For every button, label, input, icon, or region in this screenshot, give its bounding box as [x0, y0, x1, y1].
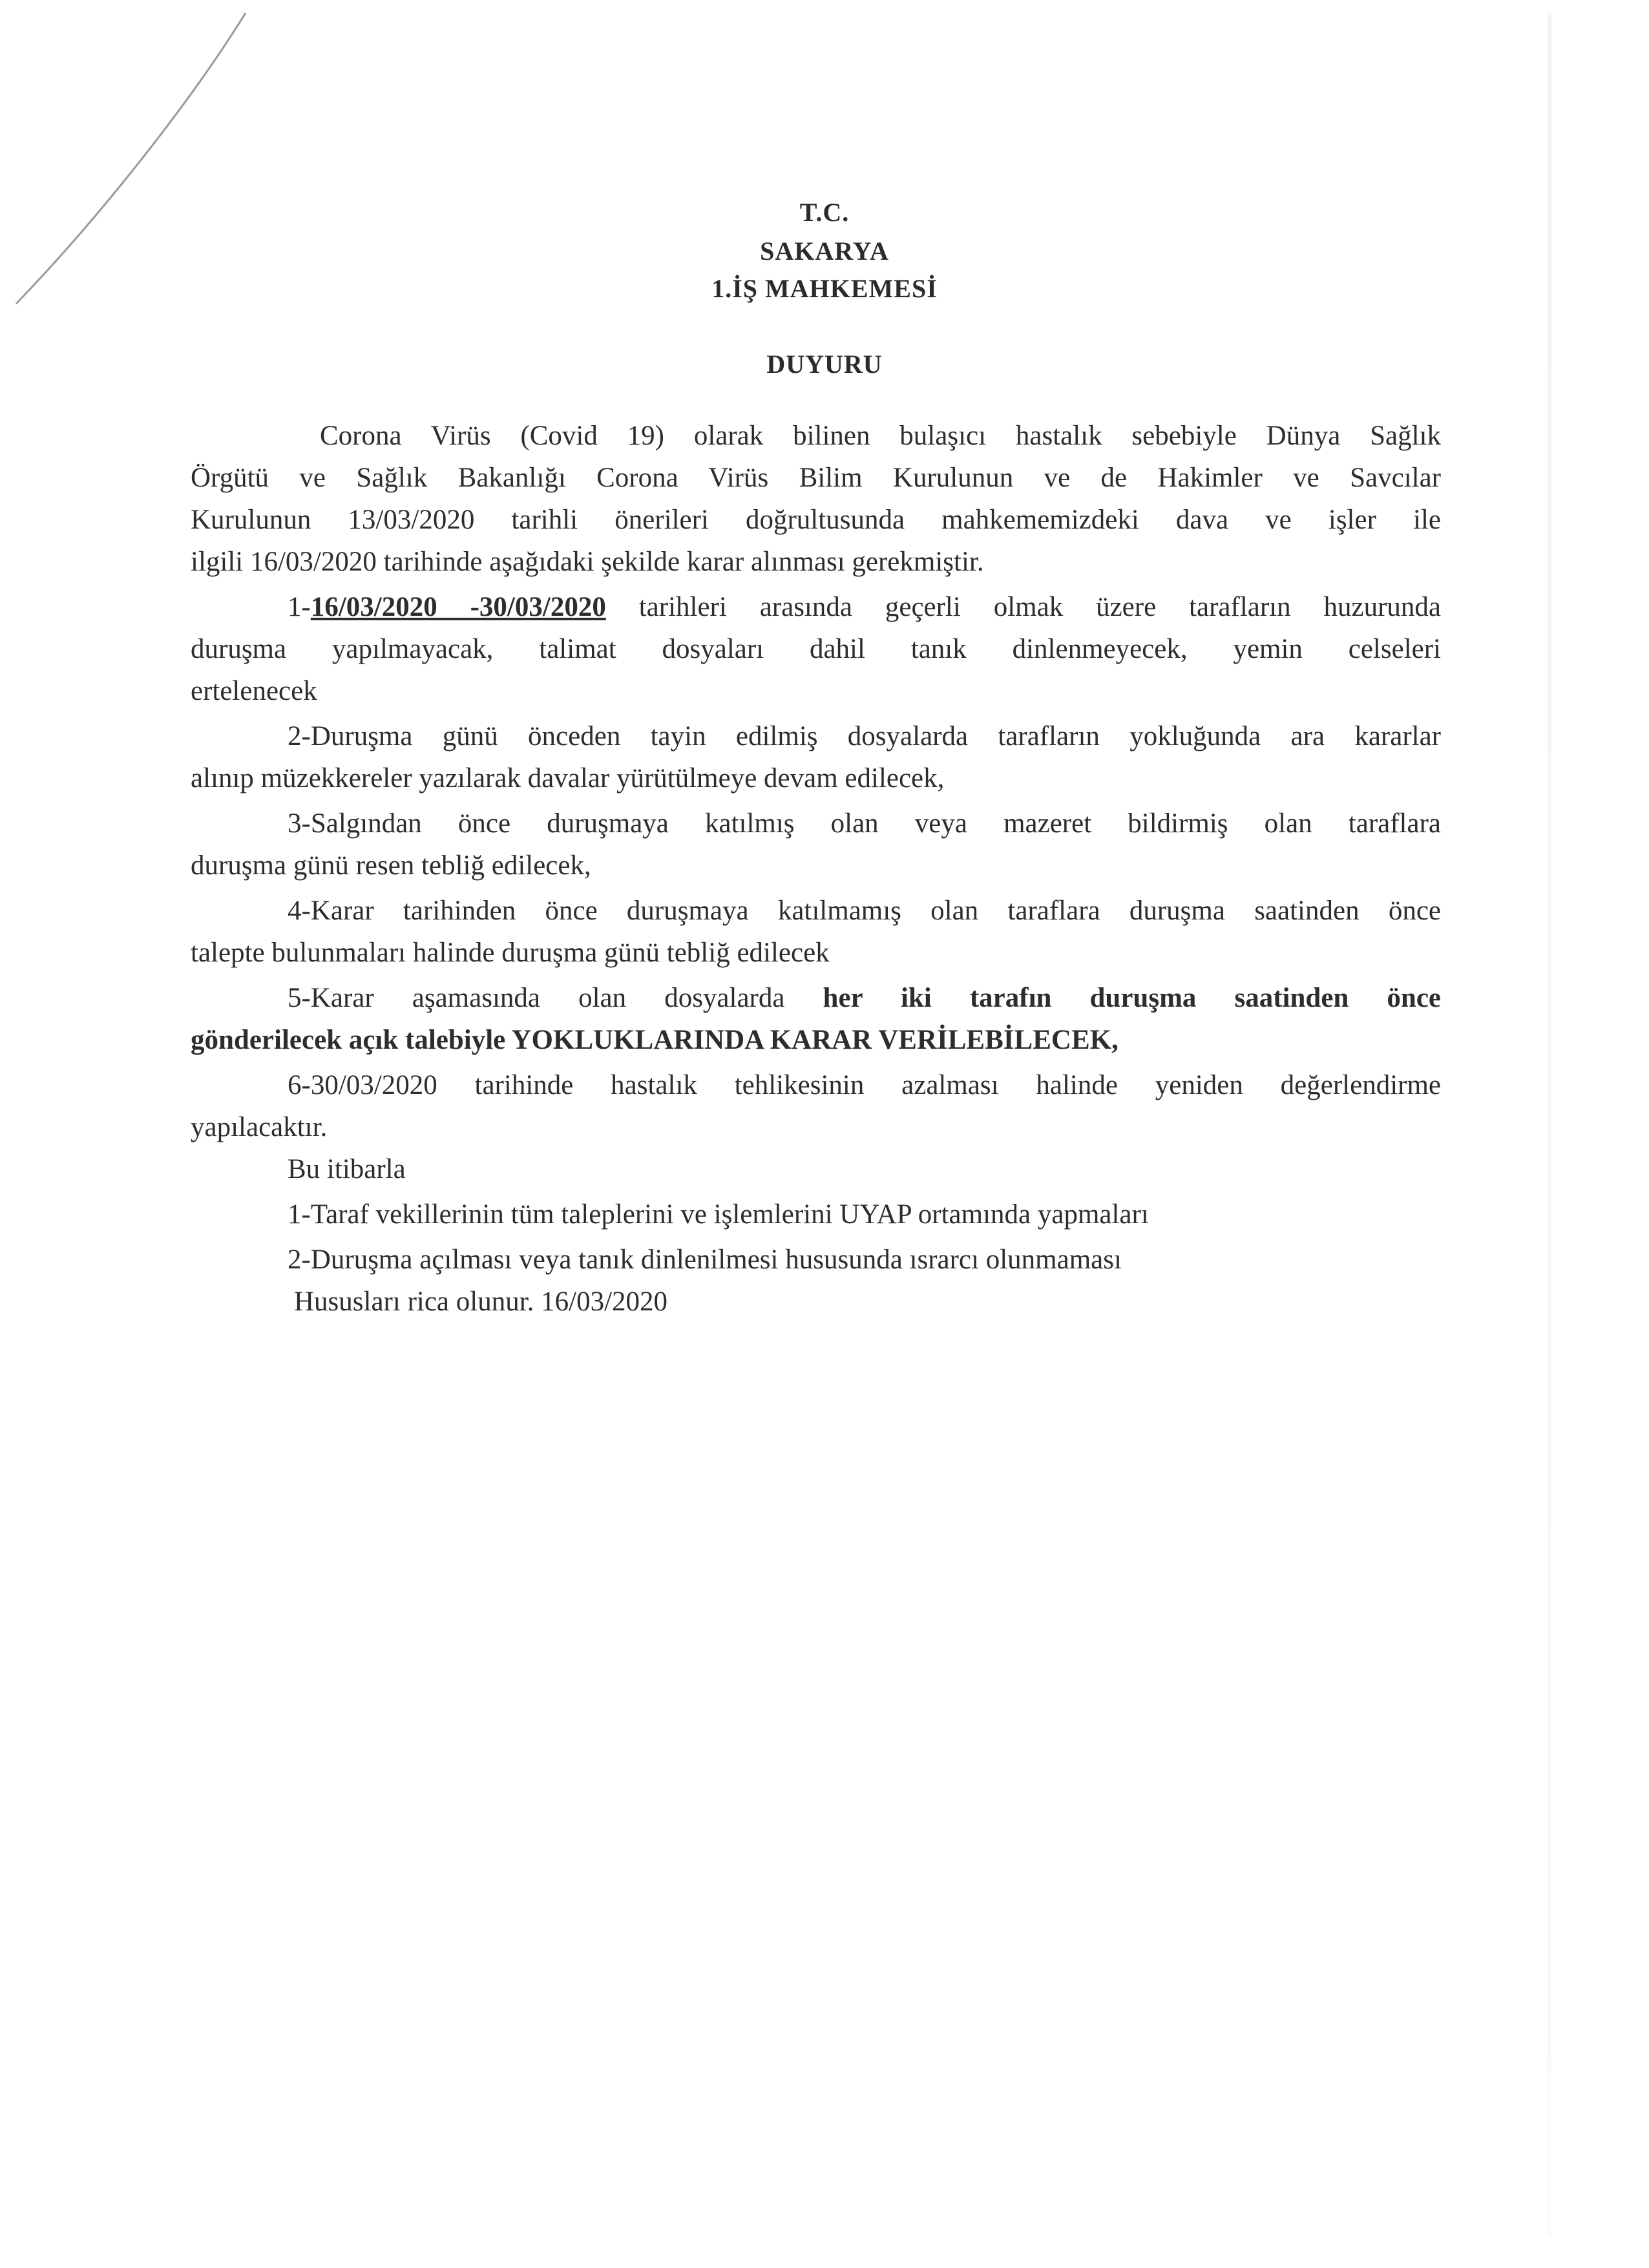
intro-line-2: Örgütü ve Sağlık Bakanlığı Corona Virüs Bilim Kurulunun ve de Hakimler ve Savcılar	[191, 463, 1441, 493]
item-1-prefix: 1-	[288, 592, 311, 622]
item-1-line-3: ertelenecek	[191, 676, 317, 706]
item-4-line-2: talepte bulunmaları halinde duruşma günü tebliğ edilecek	[191, 938, 830, 968]
item-3-line-2: duruşma günü resen tebliğ edilecek,	[191, 850, 591, 881]
item-3-line-1: 3-Salgından önce duruşmaya katılmış olan veya mazeret bildirmiş olan taraflara	[288, 808, 1441, 839]
item-5-line-2: gönderilecek açık talebiyle YOKLUKLARINDA KARAR VERİLEBİLECEK,	[191, 1025, 1119, 1055]
header-country: T.C.	[799, 198, 850, 227]
item-2-line-1: 2-Duruşma günü önceden tayin edilmiş dosyalarda tarafların yokluğunda ara kararlar	[288, 721, 1441, 751]
item-6-line-2: yapılacaktır.	[191, 1112, 328, 1142]
intro-line-3: Kurulunun 13/03/2020 tarihli önerileri doğrultusunda mahkememizdeki dava ve işler ile	[191, 505, 1441, 535]
closing-intro: Bu itibarla	[288, 1154, 406, 1184]
document-title: DUYURU	[766, 350, 883, 379]
item-4-line-1: 4-Karar tarihinden önce duruşmaya katılmamış olan taraflara duruşma saatinden önce	[288, 896, 1441, 926]
item-5-bold-1: her iki tarafın duruşma saatinden önce	[823, 983, 1441, 1013]
header-city: SAKARYA	[760, 236, 889, 266]
item-2-line-2: alınıp müzekkereler yazılarak davalar yürütülmeye devam edilecek,	[191, 763, 945, 793]
header-court: 1.İŞ MAHKEMESİ	[711, 274, 938, 303]
item-1-dates: 16/03/2020 -30/03/2020	[310, 592, 606, 622]
intro-line-1: Corona Virüs (Covid 19) olarak bilinen bulaşıcı hastalık sebebiyle Dünya Sağlık	[320, 421, 1441, 451]
item-6-line-1: 6-30/03/2020 tarihinde hastalık tehlikesinin azalması halinde yeniden değerlendirme	[288, 1070, 1441, 1100]
item-1-line-1	[288, 591, 1441, 623]
item-1-rest: tarihleri arasında geçerli olmak üzere tarafların huzurunda	[605, 592, 1441, 622]
item-5-line-1	[288, 982, 1441, 1014]
intro-line-4: ilgili 16/03/2020 tarihinde aşağıdaki şekilde karar alınması gerekmiştir.	[191, 547, 984, 577]
closing-final: Hususları rica olunur. 16/03/2020	[294, 1286, 668, 1317]
scan-edge-mark	[1548, 13, 1551, 2236]
closing-request-2: 2-Duruşma açılması veya tanık dinlenilmesi hususunda ısrarcı olunmaması	[288, 1244, 1122, 1275]
closing-request-1: 1-Taraf vekillerinin tüm taleplerini ve işlemlerini UYAP ortamında yapmaları	[288, 1199, 1149, 1230]
item-5-prefix: 5-Karar aşamasında olan dosyalarda	[288, 983, 823, 1013]
item-1-line-2: duruşma yapılmayacak, talimat dosyaları dahil tanık dinlenmeyecek, yemin celseleri	[191, 634, 1441, 664]
